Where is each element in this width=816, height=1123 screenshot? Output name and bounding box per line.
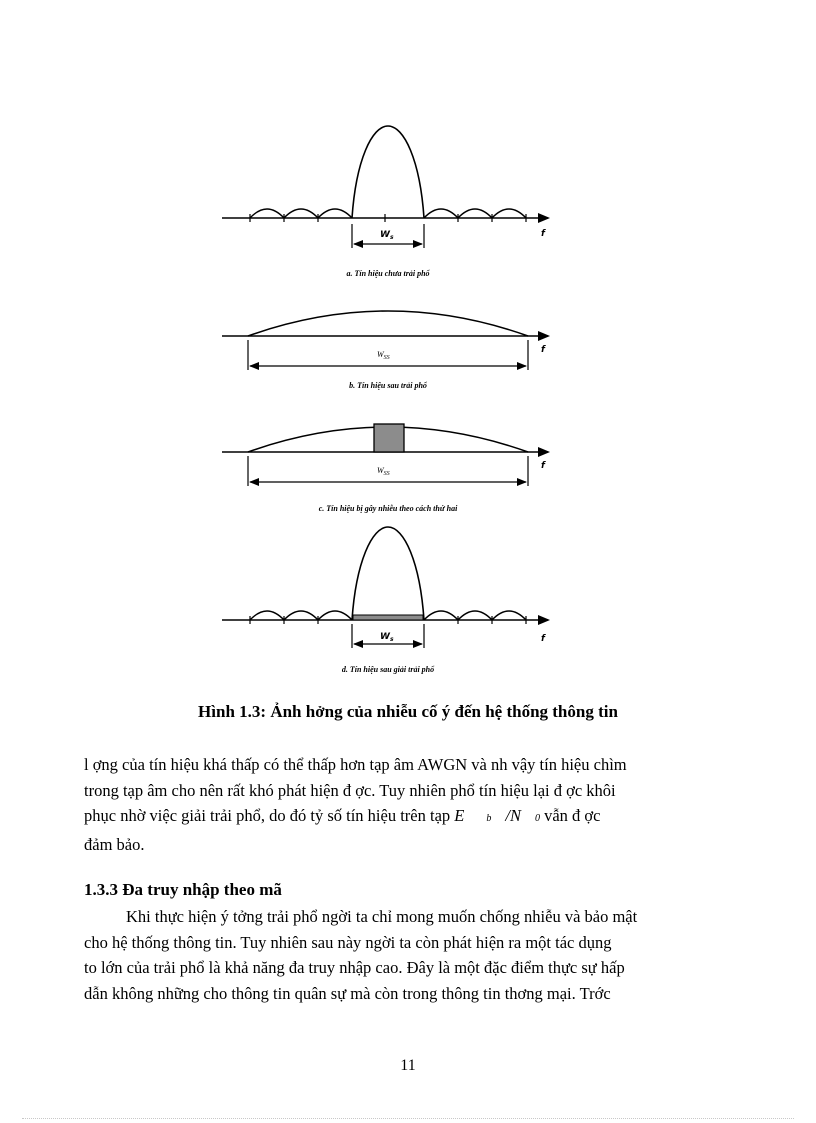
diagram-d-width-label: W bbox=[380, 632, 390, 642]
paragraph-1-line-2: trong tạp âm cho nên rất khó phát hiện đ ợc. Tuy nhiên phổ tín hiệu lại đ ợc khôi bbox=[84, 780, 616, 800]
paragraph-2-line-2: cho hệ thống thông tin. Tuy nhiên sau này ngời ta còn phát hiện ra một tác dụng bbox=[84, 932, 612, 952]
diagram-d-width-sub: s bbox=[389, 636, 394, 643]
paragraph-1-line-3 bbox=[84, 803, 740, 832]
paragraph-2-line-3: to lớn của trải phổ là khả năng đa truy nhập cao. Đây là một đặc điểm thực sự hấp bbox=[84, 958, 625, 977]
diagram-a-mainlobe bbox=[352, 126, 424, 218]
eb-symbol: E bbox=[454, 806, 465, 825]
diagram-b-caption: b. Tín hiệu sau trải phổ bbox=[349, 381, 427, 390]
diagram-d-spread-jammer-band bbox=[353, 615, 423, 620]
diagram-c bbox=[222, 424, 548, 513]
diagram-a-axis-label: f bbox=[541, 229, 545, 239]
n0-symbol: /N bbox=[505, 806, 521, 825]
diagram-b-axis-label: f bbox=[541, 345, 545, 355]
diagram-a-width-sub: s bbox=[389, 234, 394, 241]
svg-text:Ws bbox=[380, 632, 394, 643]
diagram-a-caption: a. Tín hiệu chưa trải phổ bbox=[346, 269, 430, 278]
diagram-b-spread-spectrum bbox=[248, 311, 528, 336]
diagram-d-caption: d. Tín hiệu sau giải trải phổ bbox=[341, 665, 435, 674]
eb-subscript: b bbox=[486, 813, 492, 824]
paragraph-2-line-1: Khi thực hiện ý tởng trải phổ ngời ta chỉ mong muốn chống nhiễu và bảo mật bbox=[126, 907, 638, 926]
paragraph-1-line-3-text: phục nhờ việc giải trải phổ, do đó tỷ số tín hiệu trên tạp bbox=[84, 806, 455, 825]
diagram-c-axis-label: f bbox=[541, 461, 545, 471]
diagram-a bbox=[222, 126, 548, 278]
diagram-a-width-label: W bbox=[380, 230, 390, 240]
svg-text:Ws bbox=[380, 230, 394, 241]
paragraph-1-line-1: l ợng của tín hiệu khá thấp có thể thấp hơn tạp âm AWGN và nh vậy tín hiệu chìm bbox=[84, 755, 627, 774]
diagram-c-width-sub: SS bbox=[383, 471, 390, 477]
n0-subscript: 0 bbox=[534, 813, 540, 824]
diagram-d bbox=[222, 527, 548, 674]
diagram-a-sidelobes bbox=[250, 209, 526, 218]
svg-text:WSS bbox=[377, 466, 390, 477]
diagram-d-axis-label: f bbox=[541, 634, 545, 644]
diagram-b bbox=[222, 311, 548, 390]
diagram-d-mainlobe bbox=[352, 527, 424, 620]
figure-title: Hình 1.3: Ảnh hởng của nhiễu cố ý đến hệ thống thông tin bbox=[198, 702, 618, 721]
diagram-c-caption: c. Tín hiệu bị gây nhiễu theo cách thứ hai bbox=[318, 504, 458, 513]
paragraph-1 bbox=[84, 752, 740, 857]
diagram-c-width-label: W bbox=[377, 466, 384, 475]
diagram-b-width-label: W bbox=[377, 350, 384, 359]
page-number: 11 bbox=[400, 1057, 416, 1074]
diagram-c-jammer-block bbox=[374, 424, 404, 452]
diagram-b-width-sub: SS bbox=[383, 355, 390, 361]
paragraph-2 bbox=[84, 904, 740, 1006]
paragraph-1-line-3-end: vẫn đ ợc bbox=[539, 806, 601, 825]
section-heading: 1.3.3 Đa truy nhập theo mã bbox=[84, 880, 282, 899]
paragraph-2-line-4: dẫn không những cho thông tin quân sự mà còn trong thông tin thơng mại. Trớc bbox=[84, 983, 611, 1003]
page-bottom-border bbox=[22, 1118, 794, 1119]
svg-text:WSS bbox=[377, 350, 390, 361]
paragraph-1-line-4: đảm bảo. bbox=[84, 834, 145, 854]
